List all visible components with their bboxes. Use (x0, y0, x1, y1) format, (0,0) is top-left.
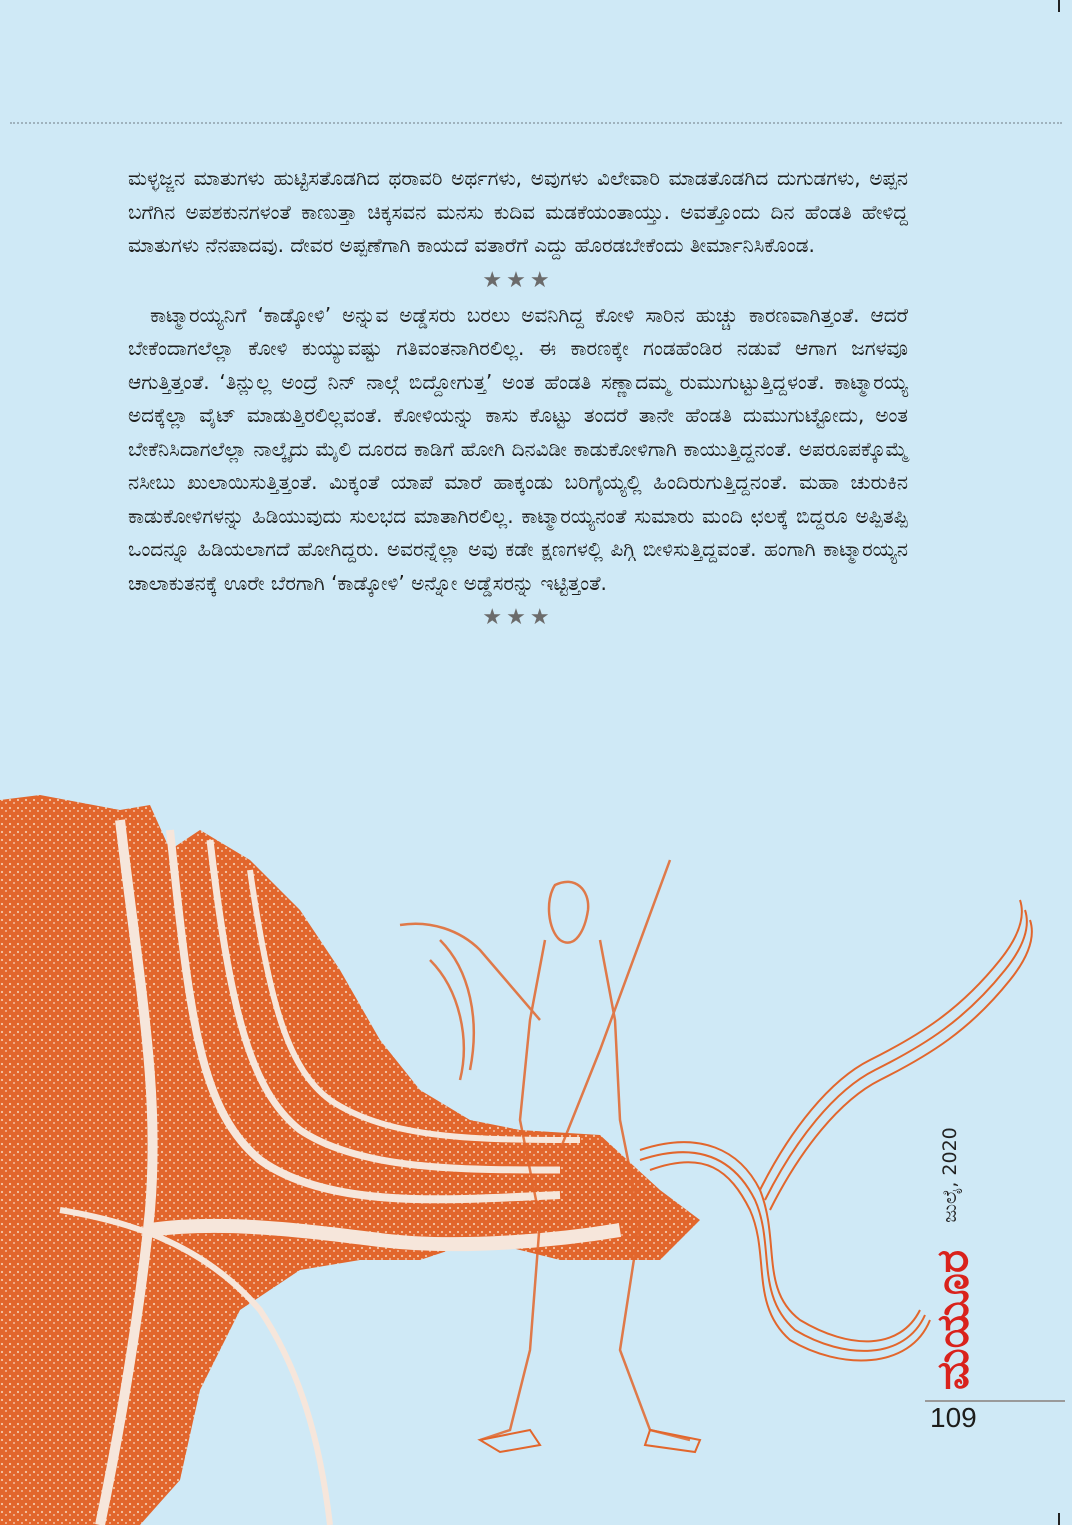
section-separator-stars-end: ★★★ (482, 605, 554, 630)
crop-mark-bottom (1058, 1513, 1060, 1525)
story-illustration (0, 790, 1072, 1525)
section-separator-stars: ★★★ (482, 267, 554, 293)
issue-date: ಜುಲೈ, 2020 (939, 1127, 961, 1223)
crop-mark-top (1058, 0, 1060, 12)
magazine-logo: ಮಯೂರ (927, 1249, 979, 1391)
header-dotted-divider (10, 122, 1062, 124)
wing-mass (0, 795, 700, 1525)
page-number: 109 (930, 1402, 977, 1433)
article-paragraph-1: ಮಳ್ಳಜ್ಜನ ಮಾತುಗಳು ಹುಟ್ಟಿಸತೊಡಗಿದ ಥರಾವರಿ ಅರ್ಥಗಳು, ಅವುಗಳು ವಿಲೇವಾರಿ ಮಾಡತೊಡಗಿದ ದುಗುಡಗಳು, ಅಪ್ಪನ ಬಗೆಗಿನ ಅಪಶಕುನಗಳಂತೆ ಕಾಣುತ್ತಾ ಚಿಕ್ಕಸವನ ಮನಸು ಕುದಿವ ಮಡಕೆಯಂತಾಯ್ತು. ಅವತ್ತೊಂದು ದಿನ ಹೆಂಡತಿ ಹೇಳಿದ್ದ ಮಾತುಗಳು ನೆನಪಾದವು. ದೇವರ ಅಪ್ಪಣೆಗಾಗಿ ಕಾಯದೆ ವತಾರೆಗೆ ಎದ್ದು ಹೊರಡಬೇಕೆಂದು ತೀರ್ಮಾನಿಸಿಕೊಂಡ. (128, 166, 908, 257)
article-paragraph-2: ಕಾಟ್ಮಾರಯ್ಯನಿಗೆ ‘ಕಾಡ್ಕೋಳಿ’ ಅನ್ನುವ ಅಡ್ಡೆಸರು ಬರಲು ಅವನಿಗಿದ್ದ ಕೋಳಿ ಸಾರಿನ ಹುಚ್ಚು ಕಾರಣವಾಗಿತ್ತಂತೆ. ಆದರೆ ಬೇಕೆಂದಾಗಲೆಲ್ಲಾ ಕೋಳಿ ಕುಯ್ಯುವಷ್ಟು ಗತಿವಂತನಾಗಿರಲಿಲ್ಲ. ಈ ಕಾರಣಕ್ಕೇ ಗಂಡಹೆಂಡಿರ ನಡುವೆ ಆಗಾಗ ಜಗಳವೂ ಆಗುತ್ತಿತ್ತಂತೆ. ‘ತಿನ್ಲುಲ್ಲ ಅಂದ್ರೆ ನಿನ್ ನಾಲ್ಗೆ ಬಿದ್ದೋಗುತ್ತ’ ಅಂತ ಹೆಂಡತಿ ಸಣ್ಣಾದಮ್ಮ ರುಮುಗುಟ್ಟುತ್ತಿದ್ದಳಂತೆ. ಕಾಟ್ಮಾರಯ್ಯ ಅದಕ್ಕೆಲ್ಲಾ ವೈಟ್ ಮಾಡುತ್ತಿರಲಿಲ್ಲವಂತೆ. ಕೋಳಿಯನ್ನು ಕಾಸು ಕೊಟ್ಟು ತಂದರೆ ತಾನೇ ಹೆಂಡತಿ ದುಮುಗುಟ್ಟೋದು, ಅಂತ ಬೇಕೆನಿಸಿದಾಗಲೆಲ್ಲಾ ನಾಲ್ಕೈದು ಮೈಲಿ ದೂರದ ಕಾಡಿಗೆ ಹೋಗಿ ದಿನವಿಡೀ ಕಾಡುಕೋಳಿಗಾಗಿ ಕಾಯುತ್ತಿದ್ದನಂತೆ. ಅಪರೂಪಕ್ಕೊಮ್ಮೆ ನಸೀಬು ಖುಲಾಯಿಸುತ್ತಿತ್ತಂತೆ. ಮಿಕ್ಕಂತೆ ಯಾಪೆ ಮಾರೆ ಹಾಕ್ಕಂಡು ಬರಿಗೈಯ್ಯಲ್ಲಿ ಹಿಂದಿರುಗುತ್ತಿದ್ದನಂತೆ. ಮಹಾ ಚುರುಕಿನ ಕಾಡುಕೋಳಿಗಳನ್ನು ಹಿಡಿಯುವುದು ಸುಲಭದ ಮಾತಾಗಿರಲಿಲ್ಲ. ಕಾಟ್ಮಾರಯ್ಯನಂತೆ ಸುಮಾರು ಮಂದಿ ಛಲಕ್ಕೆ ಬಿದ್ದರೂ ಅಪ್ಪಿತಪ್ಪಿ ಒಂದನ್ನೂ ಹಿಡಿಯಲಾಗದೆ ಹೋಗಿದ್ದರು. ಅವರನ್ನೆಲ್ಲಾ ಅವು ಕಡೇ ಕ್ಷಣಗಳಲ್ಲಿ ಪಿಗ್ಗಿ ಬೀಳಿಸುತ್ತಿದ್ದವಂತೆ. ಹಂಗಾಗಿ ಕಾಟ್ಮಾರಯ್ಯನ ಚಾಲಾಕುತನಕ್ಕೆ ಊರೇ ಬೆರಗಾಗಿ ‘ಕಾಡ್ಕೋಳಿ’ ಅನ್ನೋ ಅಡ್ಡೆಸರನ್ನು ಇಟ್ಟಿತ್ತಂತೆ. (128, 302, 908, 595)
article-body (128, 162, 908, 636)
